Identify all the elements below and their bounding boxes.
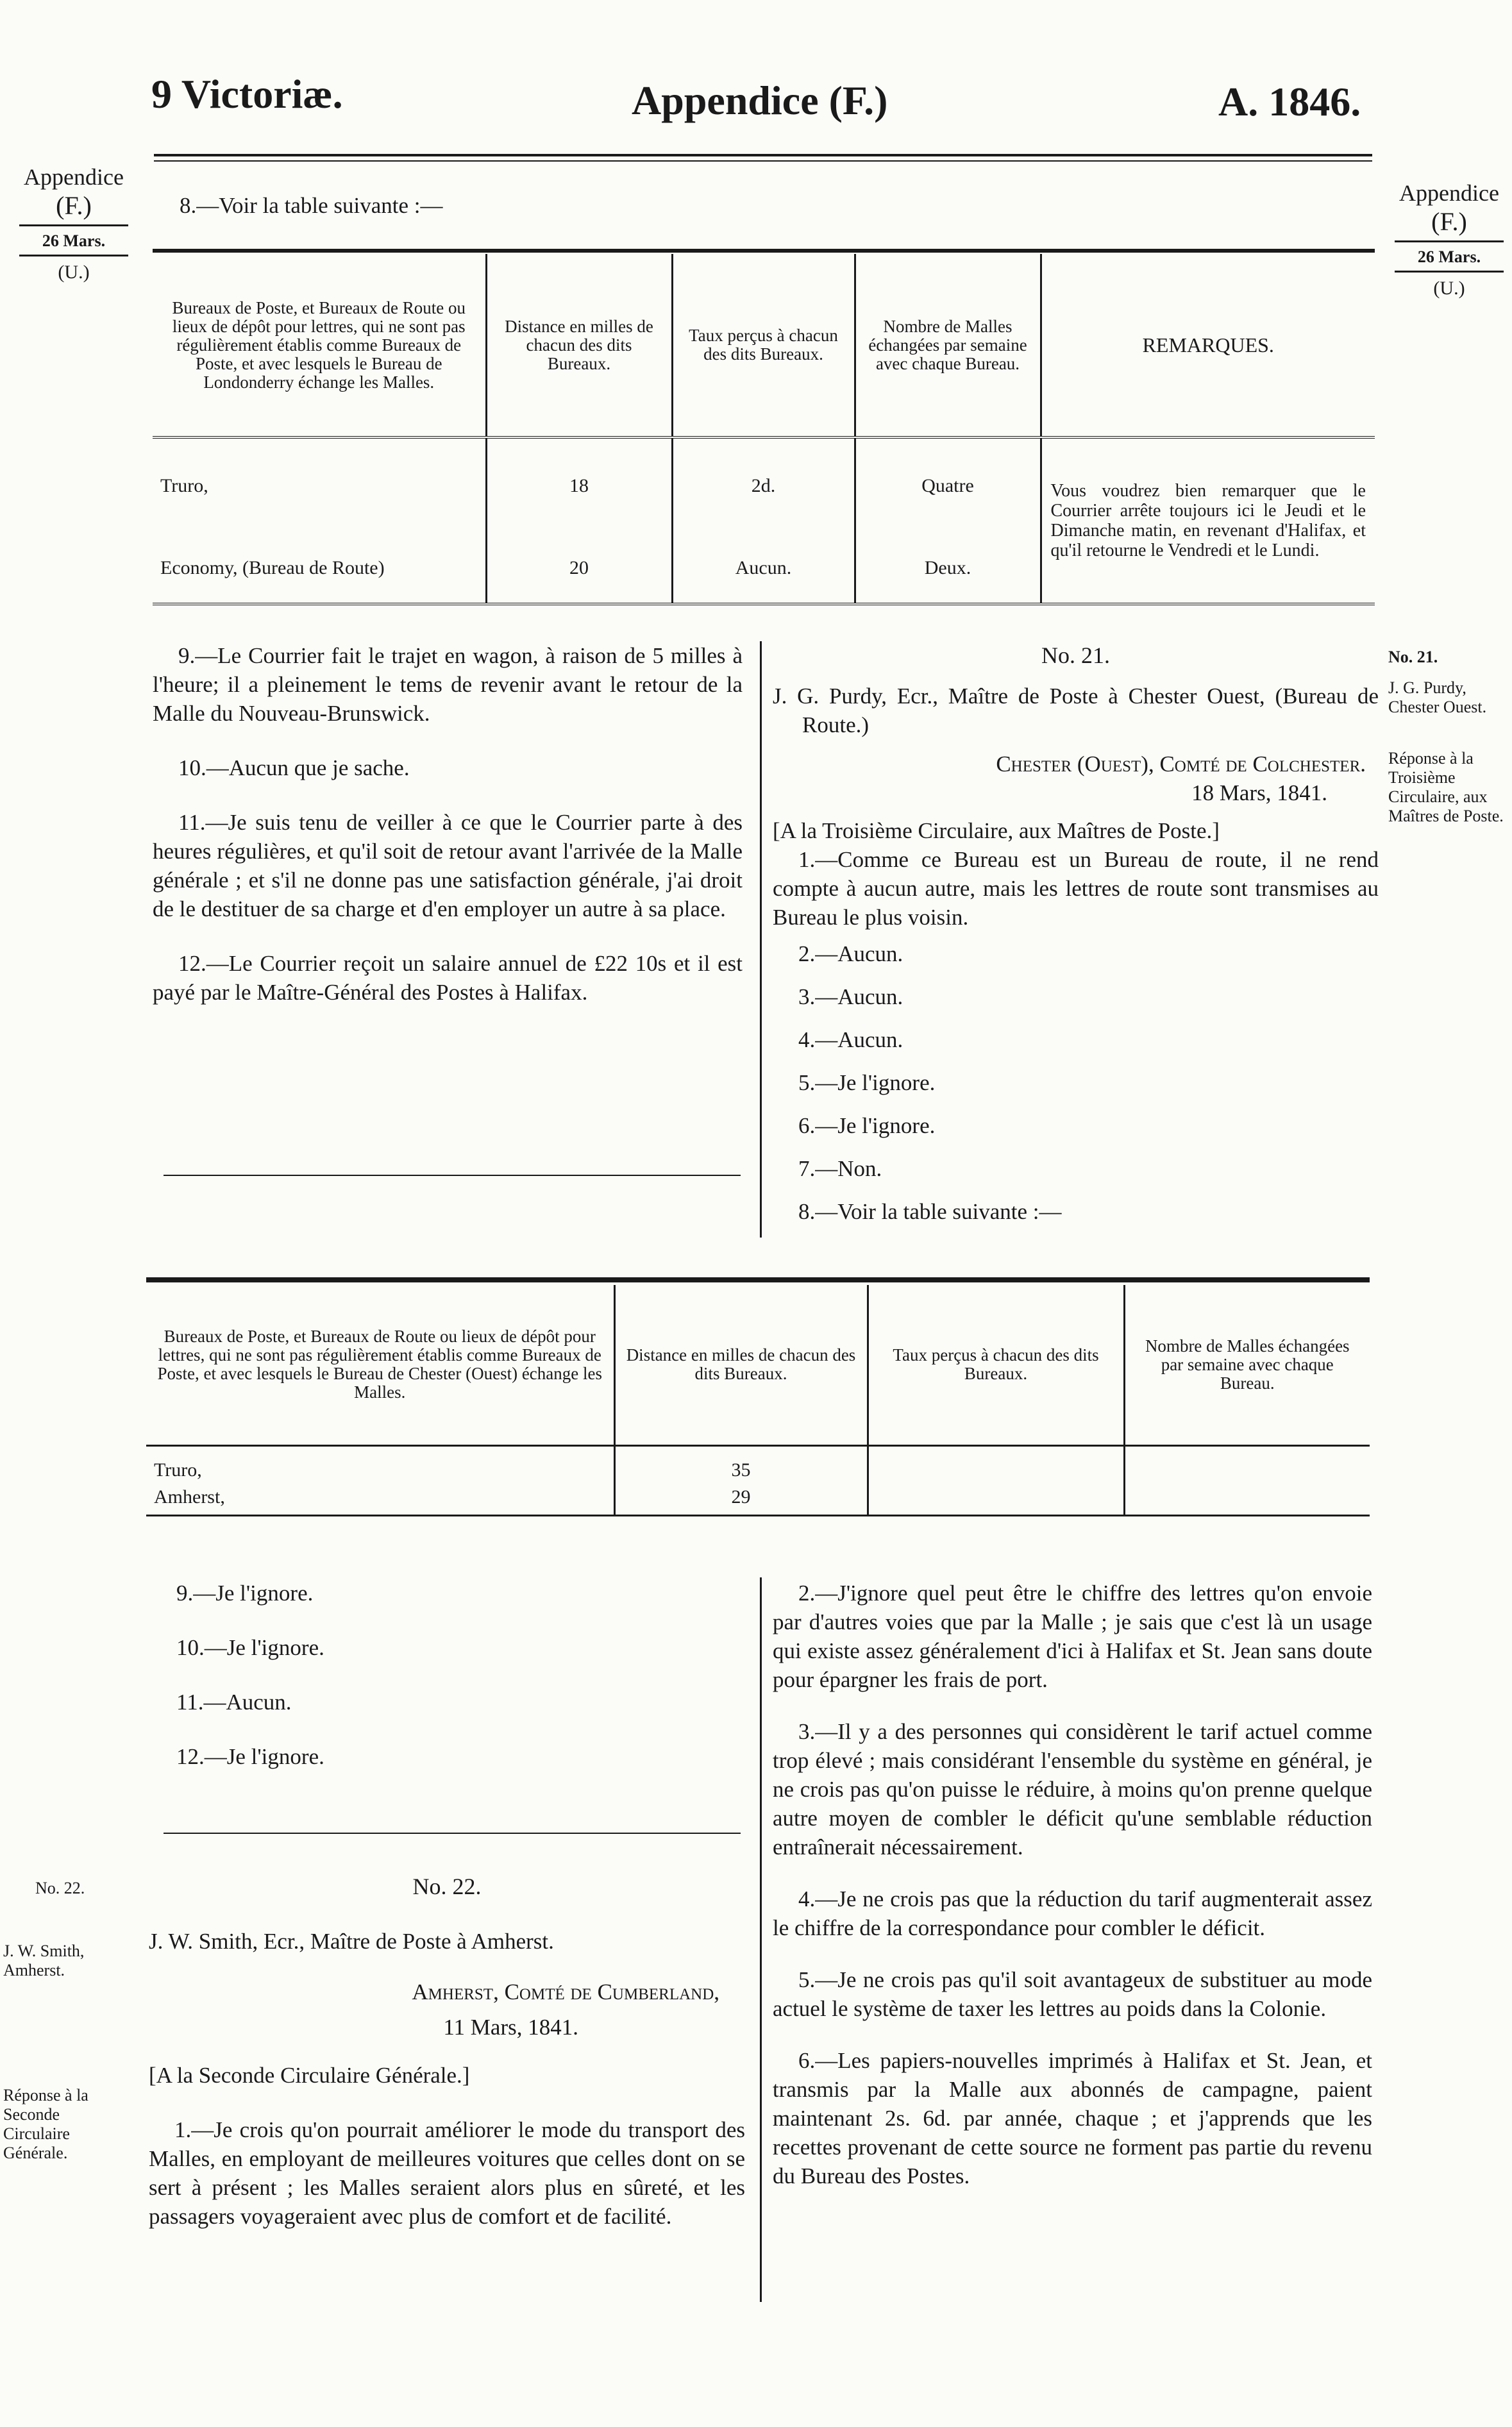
cell-office: Truro, [153, 437, 486, 533]
paragraph-6: 6.—Les papiers-nouvelles imprimés à Halifax et St. Jean, et transmis par la Malle aux abonnés de campagne, paient maintenant 2s. 6d. par année, chaque ; et j'apprends que les recettes provenant de cette source ne forment pas partie du revenu du Bureau des Postes. [773, 2048, 1372, 2188]
list-item: 8.—Voir la table suivante :— [798, 1199, 1062, 1224]
cell-mails [1124, 1445, 1370, 1484]
col-header-offices: Bureaux de Poste, et Bureaux de Route ou lieux de dépôt pour lettres, qui ne sont pas régulièrement établis comme Bureaux de Poste, et avec lesquels le Bureau de Londonderry échange les Malles. [153, 254, 486, 437]
col-header-mails: Nombre de Malles échangées par semaine avec chaque Bureau. [855, 254, 1041, 437]
cell-distance: 18 [486, 437, 672, 533]
list-item: 10.—Je l'ignore. [176, 1635, 324, 1660]
col-header-remarks: REMARQUES. [1142, 333, 1274, 357]
cell-mails: Quatre [855, 437, 1041, 533]
section-title: No. 21. [1041, 642, 1110, 668]
section-rule [164, 1833, 741, 1834]
place-line: Chester (Ouest), Comté de Colchester. [996, 752, 1366, 777]
margin-appendix: Appendice [24, 164, 124, 190]
col-header-rate: Taux perçus à chacun des dits Bureaux. [672, 254, 855, 437]
margin-letter: (F.) [1431, 207, 1467, 236]
paragraph-3: 3.—Il y a des personnes qui considèrent le tarif actuel comme trop élevé ; mais considérant l'ensemble du système en général, je ne crois pas qu'on puisse le réduire, à moins qu'on prenne quelque autre moyen de combler le déficit qu'une semblable réduction entraînerait nécessairement. [773, 1719, 1372, 1860]
list-item: 3.—Aucun. [798, 984, 903, 1009]
cell-rate [868, 1445, 1124, 1484]
column-divider [760, 1577, 762, 2302]
header-regnal-year: 9 Victoriæ. [151, 71, 343, 117]
margin-no-22 [3, 1879, 119, 2163]
paragraph-9: 9.—Le Courrier fait le trajet en wagon, à raison de 5 milles à l'heure; il a pleinement le tems de revenir avant le retour de la Malle du Nouveau-Brunswick. [153, 643, 743, 726]
cell-remark: Vous voudrez bien remarquer que le Courrier arrête toujours ici le Jeudi et le Dimanche matin, en revenant d'Halifax, et qu'il retourne le Vendredi et le Lundi. [1050, 481, 1366, 560]
col-header-distance: Distance en milles de chacun des dits Bureaux. [614, 1285, 868, 1445]
margin-right-top [1388, 180, 1510, 299]
place-line: Amherst, Comté de Cumberland, [412, 1979, 719, 2004]
section-no-22 [149, 1872, 745, 2231]
cell-office: Truro, [146, 1445, 614, 1484]
table-chester [146, 1285, 1370, 1516]
col-header-mails: Nombre de Malles échangées par semaine avec chaque Bureau. [1145, 1336, 1350, 1393]
list-item: 2.—Aucun. [798, 941, 903, 966]
cell-office: Amherst, [146, 1484, 614, 1516]
margin-number: No. 22. [35, 1879, 85, 1897]
author-line: J. W. Smith, Ecr., Maître de Poste à Amherst. [149, 1929, 554, 1954]
margin-left-top [13, 164, 135, 283]
date-line: 11 Mars, 1841. [443, 2015, 578, 2040]
list-item: 9.—Je l'ignore. [176, 1581, 314, 1606]
column-divider [760, 641, 762, 1238]
header-rule-thin [154, 160, 1372, 162]
margin-no-21 [1388, 648, 1504, 826]
margin-author: J. W. Smith, Amherst. [3, 1942, 85, 1979]
margin-date: 26 Mars. [1417, 248, 1481, 266]
cell-rate: 2d. [672, 437, 855, 533]
cell-distance: 35 [614, 1445, 868, 1484]
table-row [153, 437, 1375, 533]
list-item: 5.—Je l'ignore. [798, 1070, 936, 1095]
margin-ref: (U.) [58, 262, 90, 283]
margin-reply: Réponse à la Troisième Circulaire, aux Maîtres de Poste. [1388, 749, 1504, 825]
section-rule [164, 1175, 741, 1176]
paragraph-11: 11.—Je suis tenu de veiller à ce que le Courrier parte à des heures régulières, et qu'il soit de retour avant l'arrivée de la Malle générale ; et s'il ne donne pas une satisfaction générale, j'ai droit de le destituer de sa charge et d'en employer un autre à sa place. [153, 810, 743, 921]
header-rule [154, 154, 1372, 156]
left-column-2 [176, 1579, 734, 1785]
margin-number: No. 21. [1388, 648, 1438, 666]
col-header-rate: Taux perçus à chacun des dits Bureaux. [868, 1285, 1124, 1445]
cell-rate: Aucun. [672, 533, 855, 604]
header-year: A. 1846. [1218, 79, 1361, 124]
margin-letter: (F.) [56, 191, 92, 220]
paragraph-12: 12.—Le Courrier reçoit un salaire annuel de £22 10s et il est payé par le Maître-Général des Postes à Halifax. [153, 951, 743, 1005]
paragraph-10: 10.—Aucun que je sache. [178, 755, 410, 780]
table-londonderry [153, 254, 1375, 605]
paragraph-5: 5.—Je ne crois pas qu'il soit avantageux de substituer au mode actuel le système de taxer les lettres au poids dans la Colonie. [773, 1967, 1372, 2021]
list-item: 4.—Aucun. [798, 1027, 903, 1052]
intro-line: 8.—Voir la table suivante :— [180, 193, 443, 218]
right-column-2 [773, 1579, 1372, 2190]
list-item: 12.—Je l'ignore. [176, 1744, 324, 1769]
table-row [146, 1445, 1370, 1484]
cell-distance: 29 [614, 1484, 868, 1516]
circular-line: [A la Troisième Circulaire, aux Maîtres de Poste.] [773, 818, 1220, 843]
list-item: 7.—Non. [798, 1156, 882, 1181]
circular-line: [A la Seconde Circulaire Générale.] [149, 2063, 470, 2088]
cell-distance: 20 [486, 533, 672, 604]
left-column-1 [153, 641, 743, 1007]
table-row [146, 1484, 1370, 1516]
cell-mails: Deux. [855, 533, 1041, 604]
list-item: 11.—Aucun. [176, 1690, 292, 1715]
section-no-21 [773, 641, 1379, 1240]
paragraph-1: 1.—Je crois qu'on pourrait améliorer le mode du transport des Malles, en employant de meilleures voitures que celles dont on se sert à présent ; les Malles seraient alors plus en sûreté, et les passagers voyageraient avec plus de comfort et de facilité. [149, 2117, 745, 2229]
margin-reply: Réponse à la Seconde Circulaire Générale. [3, 2086, 88, 2162]
answers-list [773, 939, 1379, 1226]
cell-office: Economy, (Bureau de Route) [153, 533, 486, 604]
margin-author: J. G. Purdy, Chester Ouest. [1388, 678, 1487, 716]
cell-rate [868, 1484, 1124, 1516]
margin-date: 26 Mars. [42, 231, 106, 250]
margin-appendix: Appendice [1399, 180, 1499, 206]
paragraph-2: 2.—J'ignore quel peut être le chiffre des lettres qu'on envoie par d'autres voies que par la Malle ; je sais que c'est là un usage qui existe assez généralement d'ici à Halifax et St. Jean sans doute pour épargner les frais de port. [773, 1581, 1372, 1692]
margin-ref: (U.) [1433, 278, 1465, 299]
col-header-distance: Distance en milles de chacun des dits Bureaux. [486, 254, 672, 437]
paragraph-1: 1.—Comme ce Bureau est un Bureau de route, il ne rend compte à aucun autre, mais les lettres de route sont transmises au Bureau le plus voisin. [773, 847, 1379, 930]
date-line: 18 Mars, 1841. [1191, 780, 1327, 805]
paragraph-4: 4.—Je ne crois pas que la réduction du tarif augmenterait assez le chiffre de la correspondance pour combler le déficit. [773, 1886, 1372, 1940]
author-line: J. G. Purdy, Ecr., Maître de Poste à Chester Ouest, (Bureau de Route.) [773, 684, 1379, 737]
header-title: Appendice (F.) [632, 78, 888, 123]
col-header-offices: Bureaux de Poste, et Bureaux de Route ou lieux de dépôt pour lettres, qui ne sont pas régulièrement établis comme Bureaux de Poste, et avec lesquels le Bureau de Chester (Ouest) échange les Malles. [146, 1285, 614, 1445]
cell-mails [1124, 1484, 1370, 1516]
list-item: 6.—Je l'ignore. [798, 1113, 936, 1138]
section-title: No. 22. [412, 1874, 482, 1899]
